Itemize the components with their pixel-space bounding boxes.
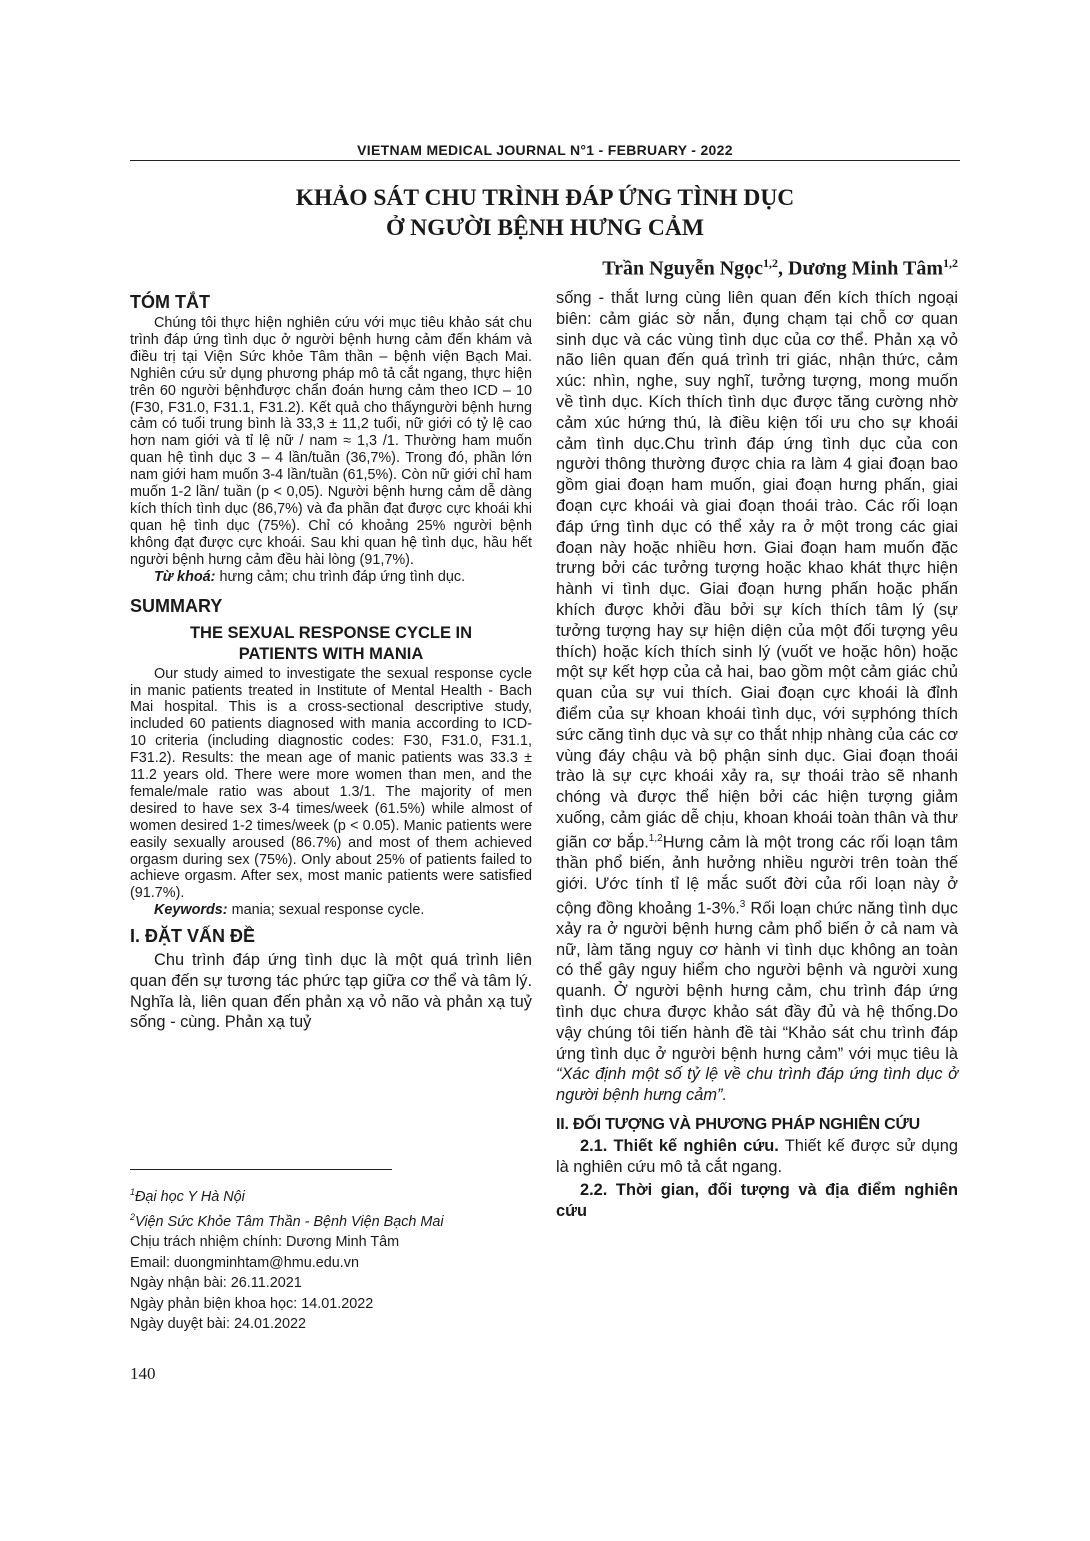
affiliation-1-text: Đại học Y Hà Nội [135, 1188, 245, 1205]
affiliation-2-sup: 2 [130, 1212, 136, 1223]
intro-text-left: Chu trình đáp ứng tình dục là một quá trình liên quan đến sự tương tác phức tạp giữa cơ thể và tâm lý. Nghĩa là, liên quan đến phản xạ vỏ não và phản xạ tuỷ sống - cùng. Phản xạ tuỷ [130, 951, 532, 1032]
article-title [130, 183, 960, 243]
author-1-affil: 1,2 [763, 256, 779, 270]
intro-text-right-3: Rối loạn chức năng tình dục xảy ra ở người bệnh hưng cảm phổ biến ở cả nam và nữ, làm tăng nguy cơ hành vi tình dục không an toàn có thể gây nguy hiểm cho người bệnh và người xung quanh. Ở người bệnh hưng cảm, chu trình đáp ứng tình dục chưa được khảo sát đầy đủ và hệ thống.Do vậy chúng tôi tiến hành đề tài “Khảo sát chu trình đáp ứng tình dục ở người bệnh hưng cảm” với mục tiêu là [556, 899, 958, 1063]
page-number: 140 [130, 1364, 156, 1383]
keywords-vi-text: hưng cảm; chu trình đáp ứng tình dục. [215, 568, 466, 585]
author-1: Trần Nguyễn Ngọc [602, 257, 764, 280]
intro-heading: I. ĐẶT VẤN ĐỀ [130, 926, 256, 947]
study-objective: “Xác định một số tỷ lệ về chu trình đáp ứng tình dục ở người bệnh hưng cảm”. [556, 1065, 958, 1105]
email: Email: duongminhtam@hmu.edu.vn [130, 1254, 359, 1271]
summary-heading: SUMMARY [130, 595, 223, 616]
title-line-1: KHẢO SÁT CHU TRÌNH ĐÁP ỨNG TÌNH DỤC [295, 185, 795, 211]
section-2-2 [556, 1180, 958, 1221]
affiliation-1-sup: 1 [130, 1187, 136, 1197]
intro-text-right [556, 288, 958, 1106]
keywords-vi-label: Từ khoá: [154, 568, 216, 585]
date-approved: Ngày duyệt bài: 24.01.2022 [130, 1316, 307, 1333]
keywords-vi [130, 569, 532, 586]
summary-text: Our study aimed to investigate the sexual response cycle in manic patients treated in Institute of Mental Health - Bach Mai hospital. This is a cross-sectional descriptive study, included 60 patients diagnosed with mania according to ICD-10 criteria (including diagnostic codes: F30, F31.0, F31.1, F31.2). Results: the mean age of manic patients was 33.3 ± 11.2 years old. There were more women than men, and the female/male ratio was about 1.3/1. The majority of men desired to have sex 3-4 times/week (61.5%) while almost of women desired 1-2 times/week (p < 0.05). Manic patients were easily sexually aroused (86.7%) and most of them achieved orgasm during sex (75%). Only about 25% of patients failed to achieve orgasm. After sex, most manic patients were satisfied (91.7%). [130, 665, 532, 902]
summary-title [130, 623, 532, 665]
journal-header: VIETNAM MEDICAL JOURNAL N°1 - FEBRUARY - 2022 [357, 142, 733, 158]
right-column [556, 288, 958, 1222]
keywords-en-text: mania; sexual response cycle. [227, 902, 425, 919]
date-reviewed: Ngày phản biện khoa học: 14.01.2022 [130, 1295, 374, 1312]
responsible-author: Chịu trách nhiệm chính: Dương Minh Tâm [130, 1234, 400, 1251]
keywords-en [130, 902, 532, 919]
section-2-1 [556, 1136, 958, 1177]
intro-text-right-1: sống - thắt lưng cùng liên quan đến kích thích ngoại biên: cảm giác sờ nắn, đụng chạm tại chỗ cơ quan sinh dục và các vùng tình dục của cơ thể. Phản xạ vỏ não liên quan đến quá trình tri giác, nhận thức, cảm xúc: nhìn, nghe, suy nghĩ, tưởng tượng, mong muốn về tình dục. Kích thích tình dục được tăng cường nhờ cảm xúc hứng thú, là điều kiện tối ưu cho sự khoái cảm tình dục.Chu trình đáp ứng tình dục của con người thông thường được chia ra làm 4 giai đoạn bao gồm giai đoạn ham muốn, giai đoạn hưng phấn, giai đoạn cực khoái và giai đoạn thoái trào. Các rối loạn đáp ứng tình dục có thể xảy ra ở một trong các giai đoạn này hoặc nhiều hơn. Giai đoạn ham muốn đặc trưng bởi các tưởng tượng hoặc khao khát thực hiện hành vi tình dục. Giai đoạn hưng phấn hoặc phấn khích được khởi đầu bởi sự kích thích tâm lý (sự tưởng tượng hay sự hiện diện của một đối tượng yêu thích) hoặc kích thích sinh lý (vuốt ve hoặc hôn) hoặc một sự kết hợp của cả hai, bao gồm một cảm giác chủ quan của sự vui thích. Giai đoạn cực khoái là đỉnh điểm của sự khoan khoái tình dục, với sựphóng thích sức căng tình dục và sự co thắt nhịp nhàng của các cơ vùng đáy chậu và bộ phận sinh dục. Giai đoạn thoái trào là sự cực khoái xảy ra, sự thoái trào sẽ nhanh chóng và được thể hiện bởi các hiện tượng giảm xuống, cảm giác dễ chịu, khoan khoái toàn thân và thư giãn cơ bắp. [556, 289, 958, 852]
author-2: Dương Minh Tâm [788, 257, 943, 280]
footnote-rule [130, 1169, 392, 1170]
keywords-en-label: Keywords: [154, 902, 228, 919]
left-column [130, 292, 532, 1033]
section-2-1-label: 2.1. Thiết kế nghiên cứu. [580, 1137, 779, 1156]
abstract-vi-heading: TÓM TẮT [130, 292, 210, 312]
date-received: Ngày nhận bài: 26.11.2021 [130, 1275, 302, 1292]
affiliation-1 [130, 1182, 532, 1207]
intro-text-right-2: Hưng cảm là một trong các rối loạn tâm thần phổ biến, ảnh hưởng nhiều người trên toàn thế giới. Ước tính tỉ lệ mắc suốt đời của rối loạn này ở cộng đồng khoảng 1-3%. [556, 833, 958, 918]
author-2-affil: 1,2 [943, 256, 958, 270]
title-line-2: Ở NGƯỜI BỆNH HƯNG CẢM [385, 215, 705, 241]
summary-title-line-2: PATIENTS WITH MANIA [238, 644, 424, 663]
author-separator: , [778, 257, 789, 280]
footnotes [130, 1182, 532, 1334]
affiliation-2 [130, 1207, 532, 1232]
authors [602, 256, 958, 281]
section-2-1-text: Thiết kế được sử dụng là nghiên cứu mô tả cắt ngang. [556, 1137, 958, 1176]
header-rule [130, 160, 960, 161]
section-2-2-label: 2.2. Thời gian, đối tượng và địa điểm nghiên cứu [556, 1181, 958, 1221]
citation-2: 3 [739, 898, 746, 910]
abstract-vi-text: Chúng tôi thực hiện nghiên cứu với mục tiêu khảo sát chu trình đáp ứng tình dục ở người bệnh hưng cảm đến khám và điều trị tại Viện Sức khỏe Tâm thần – bệnh viện Bạch Mai. Nghiên cứu sử dụng phương pháp mô tả cắt ngang, thực hiện trên 60 người bệnhđược chẩn đoán hưng cảm theo ICD – 10 (F30, F31.0, F31.1, F31.2). Kết quả cho thấyngười bệnh hưng cảm có tuổi trung bình là 33,3 ± 11,2 tuổi, nữ giới có tỷ lệ cao hơn nam giới và tỉ lệ nữ / nam ≈ 1,3 /1. Thường ham muốn quan hệ tình dục 3 – 4 lần/tuần (36,7%). Trong đó, phần lớn nam giới ham muốn 3-4 lần/tuần (61,5%). Còn nữ giới chỉ ham muốn 1-2 lần/ tuần (p < 0,05). Người bệnh hưng cảm dễ dàng kích thích tình dục (86,7%) và đa phần đạt được cực khoái khi quan hệ tình dục (75%). Chỉ có khoảng 25% người bệnh không đạt được cực khoái. Sau khi quan hệ tình dục, hầu hết người bệnh hưng cảm đều hài lòng (91,7%). [130, 315, 532, 568]
methods-heading: II. ĐỐI TƯỢNG VÀ PHƯƠNG PHÁP NGHIÊN CỨU [556, 1116, 920, 1134]
affiliation-2-text: Viện Sức Khỏe Tâm Thần - Bệnh Viện Bạch Mai [135, 1214, 444, 1230]
citation-1: 1,2 [648, 832, 663, 844]
summary-title-line-1: THE SEXUAL RESPONSE CYCLE IN [189, 623, 473, 642]
